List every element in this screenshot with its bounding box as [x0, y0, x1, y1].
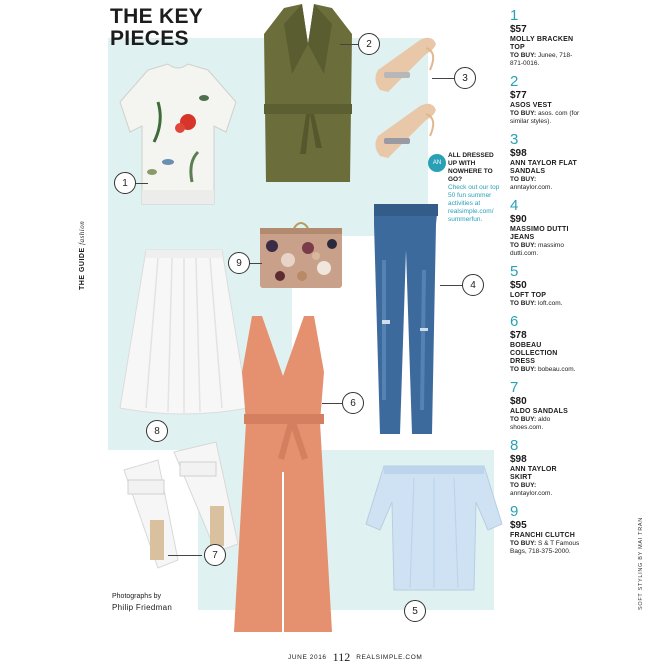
product-entry: [510, 132, 580, 192]
to-buy-label: TO BUY:: [510, 300, 537, 307]
product-name: MOLLY BRACKEN TOP: [510, 36, 574, 51]
teaser-box[interactable]: [448, 152, 504, 224]
to-buy-label: TO BUY:: [510, 176, 537, 183]
to-buy-label: TO BUY:: [510, 52, 537, 59]
product-number: 8: [510, 437, 519, 454]
product-number: 7: [510, 379, 519, 396]
product-buy-info: [510, 242, 580, 258]
photo-credit: [112, 591, 172, 613]
section-tab-label: THE GUIDE: [79, 247, 86, 290]
to-buy-source: Junee, 718-871-0016.: [510, 52, 573, 67]
callout-2: 2: [358, 33, 380, 55]
product-buy-info: [510, 110, 580, 126]
callout-9: 9: [228, 252, 250, 274]
to-buy-label: TO BUY:: [510, 110, 537, 117]
product-price: $95: [510, 520, 527, 531]
callout-4: 4: [462, 274, 484, 296]
to-buy-label: TO BUY:: [510, 540, 537, 547]
callout-6: 6: [342, 392, 364, 414]
to-buy-source: S & T Famous Bags, 718-375-2000.: [510, 540, 580, 555]
callout-1: 1: [114, 172, 136, 194]
section-tab: [78, 221, 86, 290]
product-price: $50: [510, 280, 527, 291]
to-buy-source: massimo dutti.com.: [510, 242, 564, 257]
footer-date: JUNE 2016: [288, 654, 327, 661]
product-price: $57: [510, 24, 527, 35]
to-buy-label: TO BUY:: [510, 242, 537, 249]
product-name: MASSIMO DUTTI JEANS: [510, 226, 569, 241]
product-price: $90: [510, 214, 527, 225]
product-price: $77: [510, 90, 527, 101]
product-name: ALDO SANDALS: [510, 408, 569, 415]
leader-line-9: [248, 263, 262, 264]
callout-8: 8: [146, 420, 168, 442]
product-buy-info: [510, 366, 580, 374]
off-shoulder-top-image: [364, 458, 504, 594]
product-buy-info: [510, 52, 580, 68]
teaser-badge-icon: AN: [428, 154, 446, 172]
section-tab-sub: fashion: [78, 220, 86, 245]
product-name: ASOS VEST: [510, 102, 552, 109]
leader-line-2: [340, 44, 358, 45]
page-footer: [288, 650, 422, 665]
product-number: 6: [510, 313, 519, 330]
product-entry: [510, 314, 580, 374]
to-buy-source: loft.com.: [537, 300, 563, 307]
product-number: 3: [510, 131, 519, 148]
product-number: 5: [510, 263, 519, 280]
photo-credit-label: Photographs by: [112, 593, 162, 600]
product-number: 1: [510, 7, 519, 24]
clutch-image: [258, 220, 344, 290]
leader-line-6: [322, 403, 342, 404]
product-number: 4: [510, 197, 519, 214]
product-price: $80: [510, 396, 527, 407]
product-entry: [510, 8, 580, 68]
to-buy-source: asos. com (for similar styles).: [510, 110, 580, 125]
page-title: [110, 6, 203, 50]
product-buy-info: [510, 416, 580, 432]
to-buy-source: bobeau.com.: [537, 366, 576, 373]
product-price: $98: [510, 454, 527, 465]
product-entry: [510, 198, 580, 258]
coral-dress-image: [228, 312, 338, 640]
jeans-image: [370, 200, 442, 436]
photographer-name: Philip Friedman: [112, 603, 173, 612]
product-buy-info: [510, 482, 580, 498]
product-price: $78: [510, 330, 527, 341]
styling-credit: SOFT STYLING BY MAI TRAN: [638, 517, 644, 610]
flat-sandals-image: [370, 30, 446, 160]
page-number: 112: [332, 650, 351, 664]
leader-line-3: [432, 78, 454, 79]
product-name: ANN TAYLOR SKIRT: [510, 466, 557, 481]
to-buy-label: TO BUY:: [510, 482, 537, 489]
product-name: ANN TAYLOR FLAT SANDALS: [510, 160, 578, 175]
leader-line-7: [168, 555, 202, 556]
title-line-1: THE KEY: [110, 5, 204, 28]
product-entry: [510, 380, 580, 432]
product-list: [510, 8, 580, 562]
product-entry: [510, 438, 580, 498]
product-buy-info: [510, 300, 580, 308]
product-entry: [510, 504, 580, 556]
footer-site[interactable]: REALSIMPLE.COM: [356, 654, 423, 661]
to-buy-label: TO BUY:: [510, 366, 537, 373]
callout-7: 7: [204, 544, 226, 566]
to-buy-source: anntaylor.com.: [510, 490, 553, 497]
product-buy-info: [510, 540, 580, 556]
product-name: LOFT TOP: [510, 292, 547, 299]
product-number: 2: [510, 73, 519, 90]
title-line-2: PIECES: [110, 27, 189, 50]
product-price: $98: [510, 148, 527, 159]
floral-top-image: [118, 62, 238, 214]
to-buy-label: TO BUY:: [510, 416, 537, 423]
product-buy-info: [510, 176, 580, 192]
teaser-heading: ALL DRESSED UP WITH NOWHERE TO GO?: [448, 152, 494, 183]
callout-5: 5: [404, 600, 426, 622]
leader-line-4: [440, 285, 462, 286]
leader-line-1: [134, 183, 148, 184]
product-name: FRANCHI CLUTCH: [510, 532, 576, 539]
product-name: BOBEAU COLLECTION DRESS: [510, 342, 558, 365]
to-buy-source: anntaylor.com.: [510, 184, 553, 191]
olive-vest-image: [262, 4, 354, 186]
callout-3: 3: [454, 67, 476, 89]
product-number: 9: [510, 503, 519, 520]
to-buy-source: aldo shoes.com.: [510, 416, 551, 431]
product-entry: [510, 74, 580, 126]
teaser-link[interactable]: Check out our top 50 fun summer activities at realsimple.com/ summerfun.: [448, 184, 500, 223]
product-entry: [510, 264, 580, 308]
